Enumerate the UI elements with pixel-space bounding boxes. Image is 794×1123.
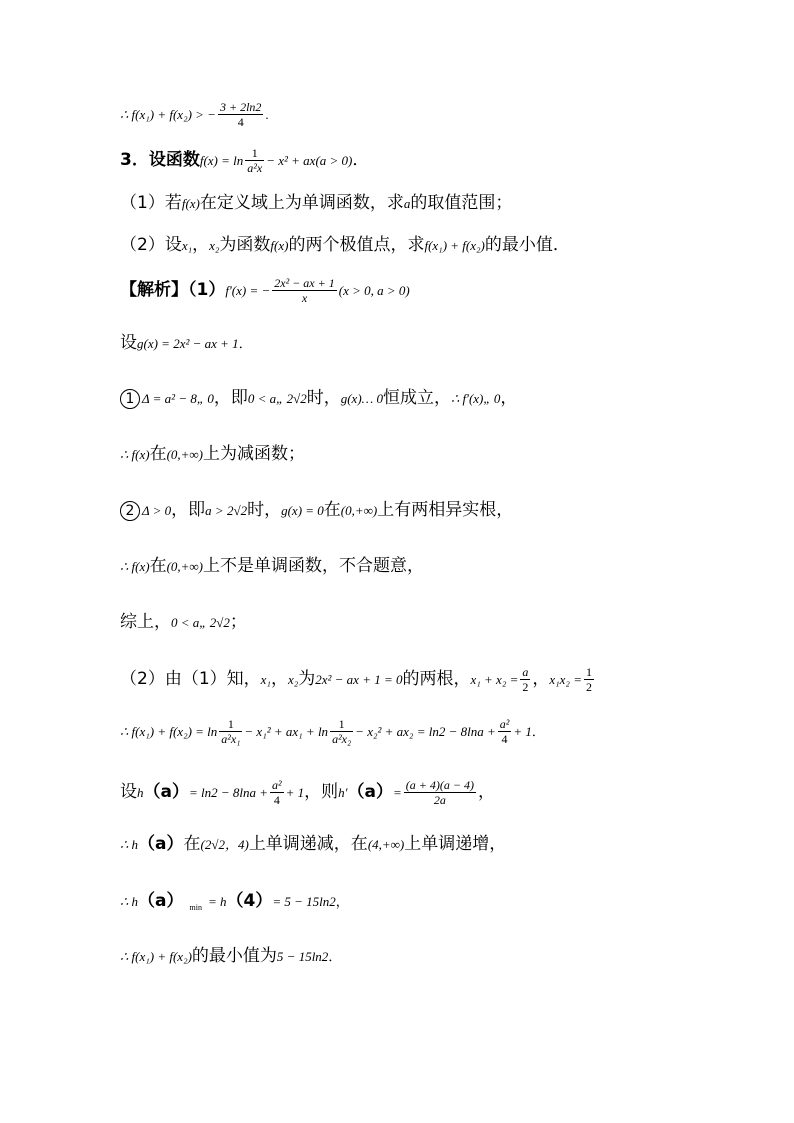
fraction: $\frac{1}{\text{a²x}}$	[247, 146, 263, 175]
case-1: 1 Δ = a² − 8„ 0，即0 < a„ 2√2时，g(x)… 0恒成立，∴ f′(x)„ 0，	[120, 389, 517, 409]
part-2-roots: （2）由（1）知，x₁，x₂为2x² − ax + 1 = 0的两根，x₁ + x₂ = $\frac{a}{2}$ ，x₁x₂ = $\frac{1}{2}$	[120, 665, 592, 694]
solution-label: 【解析】（1）	[120, 280, 226, 300]
question-2: （2）设x₁，x₂为函数f(x)的两个极值点，求f(x₁) + f(x₂)的最小值．	[120, 235, 570, 255]
circled-number: 1	[120, 389, 140, 409]
fraction: $\frac{\text{a²}}{4}$	[499, 717, 510, 746]
problem-3-statement: 3．设函数f(x) = ln $\frac{1}{\text{a²x}}$ − x² + ax(a > 0)．	[120, 146, 370, 175]
circled-number: 2	[120, 501, 140, 521]
fraction: $\frac{1}{\text{a²x₁}}$	[221, 717, 241, 746]
fraction: $\frac{(a + 4)(a - 4)}{2a}$	[405, 778, 474, 807]
math-expr: ∴ f(x₁) + f(x₂) > −	[120, 107, 216, 122]
fraction: $\frac{\text{2x² − ax + 1}}{x}$	[274, 276, 335, 305]
define-h: 设h（a）= ln2 − 8lna + $\frac{\text{a²}}{4}$ + 1，则h′（a）= $\frac{(a + 4)(a - 4)}{2a}$ ，	[120, 778, 495, 807]
case-2: 2 Δ > 0，即a > 2√2时，g(x) = 0在(0,+∞)上有两相异实根，	[120, 501, 513, 521]
fraction: $\frac{a}{2}$	[522, 665, 529, 694]
h-minimum: ∴ h（a） $_{min}$ = h（4）= 5 − 15ln2，	[120, 891, 349, 913]
fraction: $\frac{\text{a²}}{4}$	[272, 778, 282, 807]
case-1-result: ∴ f(x)在(0,+∞)上为减函数；	[120, 444, 306, 464]
fraction: $\frac{1}{\text{a²x₂}}$	[332, 717, 352, 746]
fraction: $\frac{1}{2}$	[585, 665, 592, 694]
line-inequality-result: ∴ f(x₁) + f(x₂) > − $\frac{3 + 2\ln 2}{4}$ .	[120, 100, 269, 129]
question-1: （1）若f(x)在定义域上为单调函数，求a的取值范围；	[120, 193, 513, 213]
summary-part-1: 综上，0 < a„ 2√2；	[120, 612, 247, 632]
solution-heading: 【解析】（1）f′(x) = − $\frac{\text{2x² − ax + 1}}{x}$ (x > 0, a > 0)	[120, 276, 410, 305]
final-answer: ∴ f(x₁) + f(x₂)的最小值为5 − 15ln2．	[120, 946, 342, 966]
sum-expression: ∴ f(x₁) + f(x₂) = ln $\frac{1}{\text{a²x₁}}$ − x₁² + ax₁ + ln $\frac{1}{\text{a²x₂}}$ − x₂² + ax₂ = ln2 − 8lna + $\frac{\text{a²}}{4}$ + 1．	[120, 717, 545, 746]
define-g: 设g(x) = 2x² − ax + 1．	[120, 333, 252, 353]
problem-title: 3．设函数	[120, 150, 200, 170]
fraction: $\frac{3 + 2\ln 2}{4}$	[219, 100, 262, 129]
h-monotonicity: ∴ h（a）在(2√2，4)上单调递减，在(4,+∞)上单调递增，	[120, 834, 507, 854]
case-2-result: ∴ f(x)在(0,+∞)上不是单调函数，不合题意，	[120, 556, 425, 576]
